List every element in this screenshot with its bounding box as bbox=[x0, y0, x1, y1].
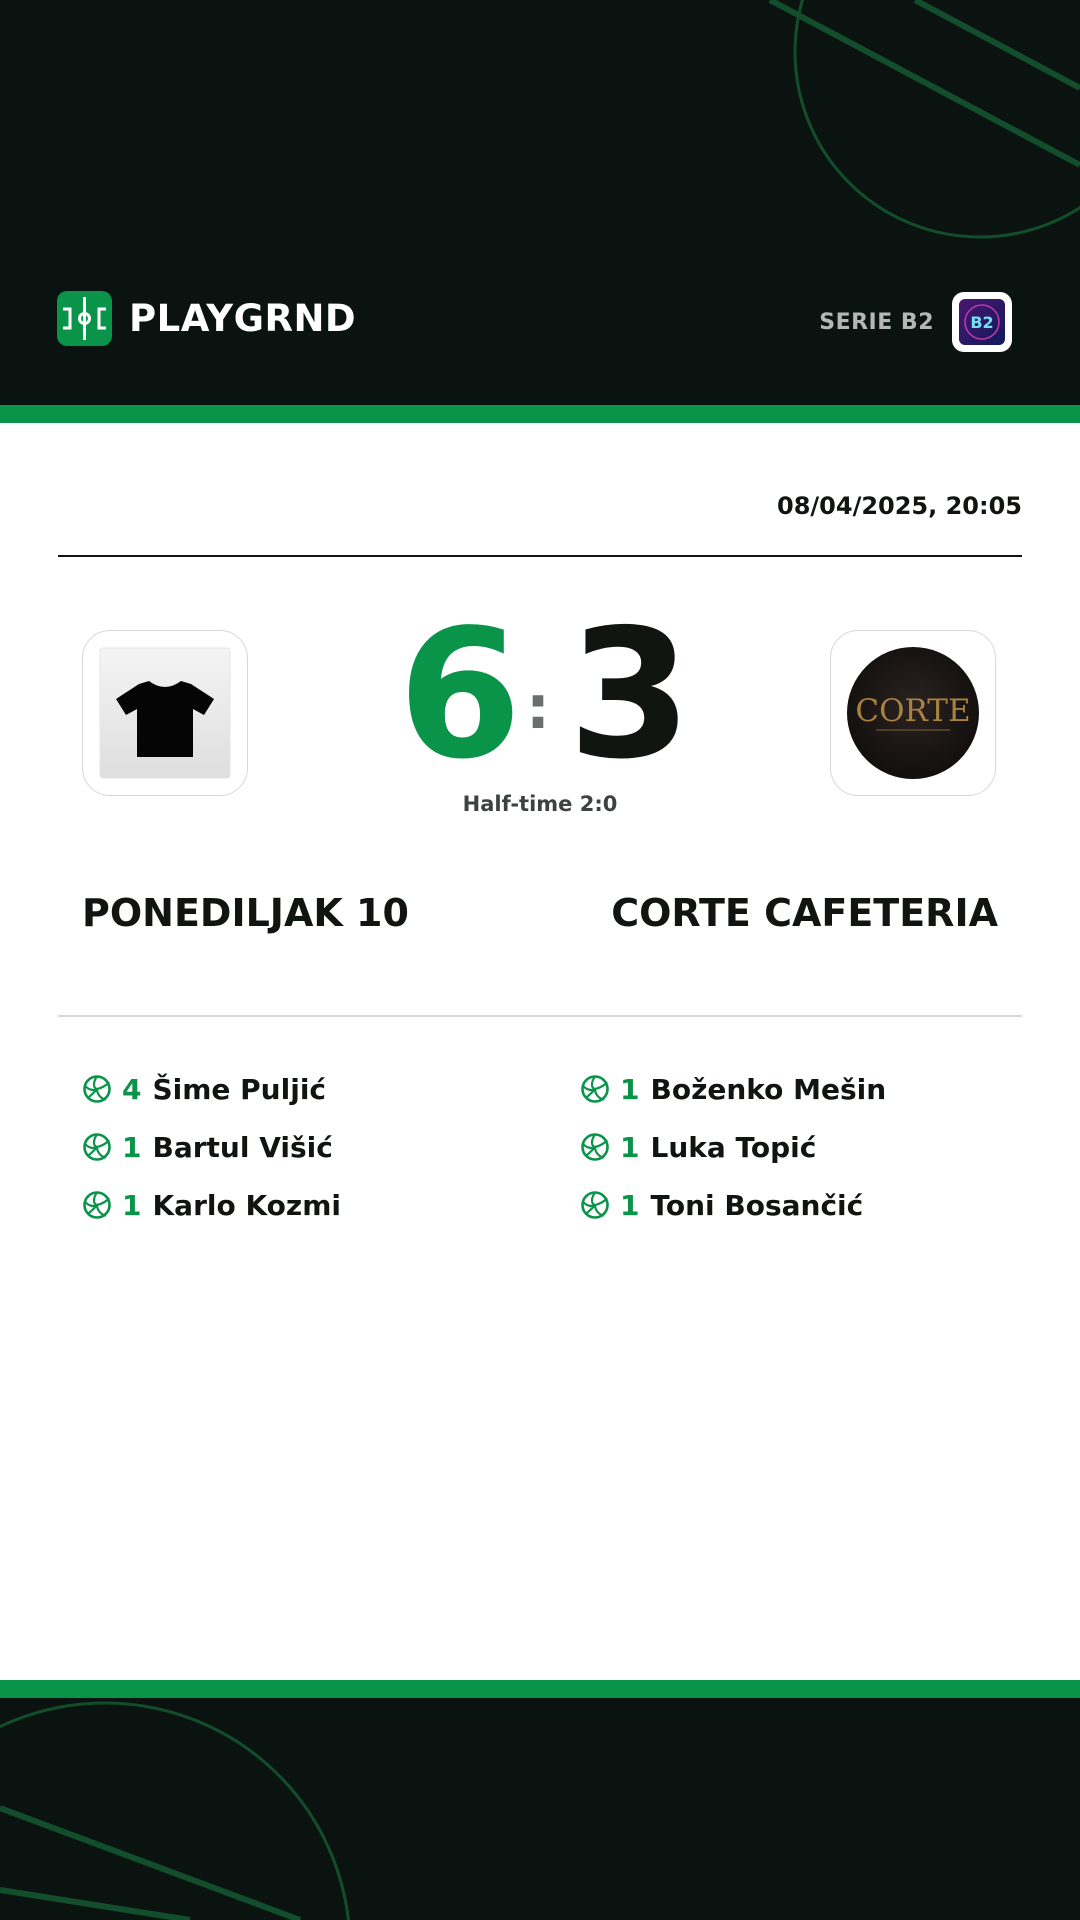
svg-text:CORTE: CORTE bbox=[855, 693, 971, 729]
serie-b2-badge bbox=[952, 292, 1012, 352]
player-name[interactable]: Karlo Kozmi bbox=[152, 1188, 341, 1222]
jersey-icon bbox=[99, 647, 231, 779]
accent-bar-top bbox=[0, 405, 1080, 423]
player-name[interactable]: Luka Topić bbox=[650, 1130, 817, 1164]
league-name: SERIE B2 bbox=[819, 309, 934, 335]
corte-logo bbox=[846, 646, 980, 780]
scorer-row bbox=[580, 1118, 886, 1176]
svg-text:B2: B2 bbox=[970, 313, 994, 332]
player-name[interactable]: Toni Bosančić bbox=[650, 1188, 864, 1222]
brand[interactable] bbox=[57, 291, 356, 346]
score-separator: : bbox=[526, 673, 550, 743]
away-team-crest[interactable] bbox=[830, 630, 996, 796]
away-score: 3 bbox=[568, 591, 692, 798]
scorer-row bbox=[82, 1060, 341, 1118]
footer bbox=[0, 1698, 1080, 1920]
scorer-row bbox=[580, 1176, 886, 1234]
soccer-ball-icon bbox=[82, 1132, 112, 1162]
goal-count: 1 bbox=[620, 1188, 640, 1222]
soccer-ball-icon bbox=[580, 1074, 610, 1104]
home-team-name[interactable]: PONEDILJAK 10 bbox=[82, 891, 409, 935]
goal-count: 4 bbox=[122, 1072, 142, 1106]
scorer-row bbox=[82, 1176, 341, 1234]
goal-count: 1 bbox=[620, 1072, 640, 1106]
home-team-crest[interactable] bbox=[82, 630, 248, 796]
player-name[interactable]: Bartul Višić bbox=[152, 1130, 333, 1164]
header bbox=[0, 0, 1080, 405]
player-name[interactable]: Boženko Mešin bbox=[650, 1072, 887, 1106]
pitch-lines-decoration bbox=[0, 1698, 1080, 1920]
scorer-row bbox=[82, 1118, 341, 1176]
away-scorers-list bbox=[580, 1060, 886, 1234]
soccer-ball-icon bbox=[82, 1190, 112, 1220]
brand-name: PLAYGRND bbox=[129, 297, 357, 340]
scorer-row bbox=[580, 1060, 886, 1118]
pitch-icon bbox=[57, 291, 112, 346]
divider bbox=[58, 555, 1022, 557]
home-score: 6 bbox=[398, 591, 522, 798]
goal-count: 1 bbox=[122, 1130, 142, 1164]
accent-bar-bottom bbox=[0, 1680, 1080, 1698]
soccer-ball-icon bbox=[82, 1074, 112, 1104]
halftime-score: Half-time 2:0 bbox=[462, 792, 618, 816]
player-name[interactable]: Šime Puljić bbox=[152, 1072, 327, 1106]
away-team-name[interactable]: CORTE CAFETERIA bbox=[611, 891, 998, 935]
soccer-ball-icon bbox=[580, 1190, 610, 1220]
soccer-ball-icon bbox=[580, 1132, 610, 1162]
divider bbox=[58, 1015, 1022, 1017]
match-datetime: 08/04/2025, 20:05 bbox=[777, 492, 1022, 520]
home-scorers-list bbox=[82, 1060, 341, 1234]
goal-count: 1 bbox=[122, 1188, 142, 1222]
goal-count: 1 bbox=[620, 1130, 640, 1164]
league[interactable] bbox=[819, 292, 1012, 352]
